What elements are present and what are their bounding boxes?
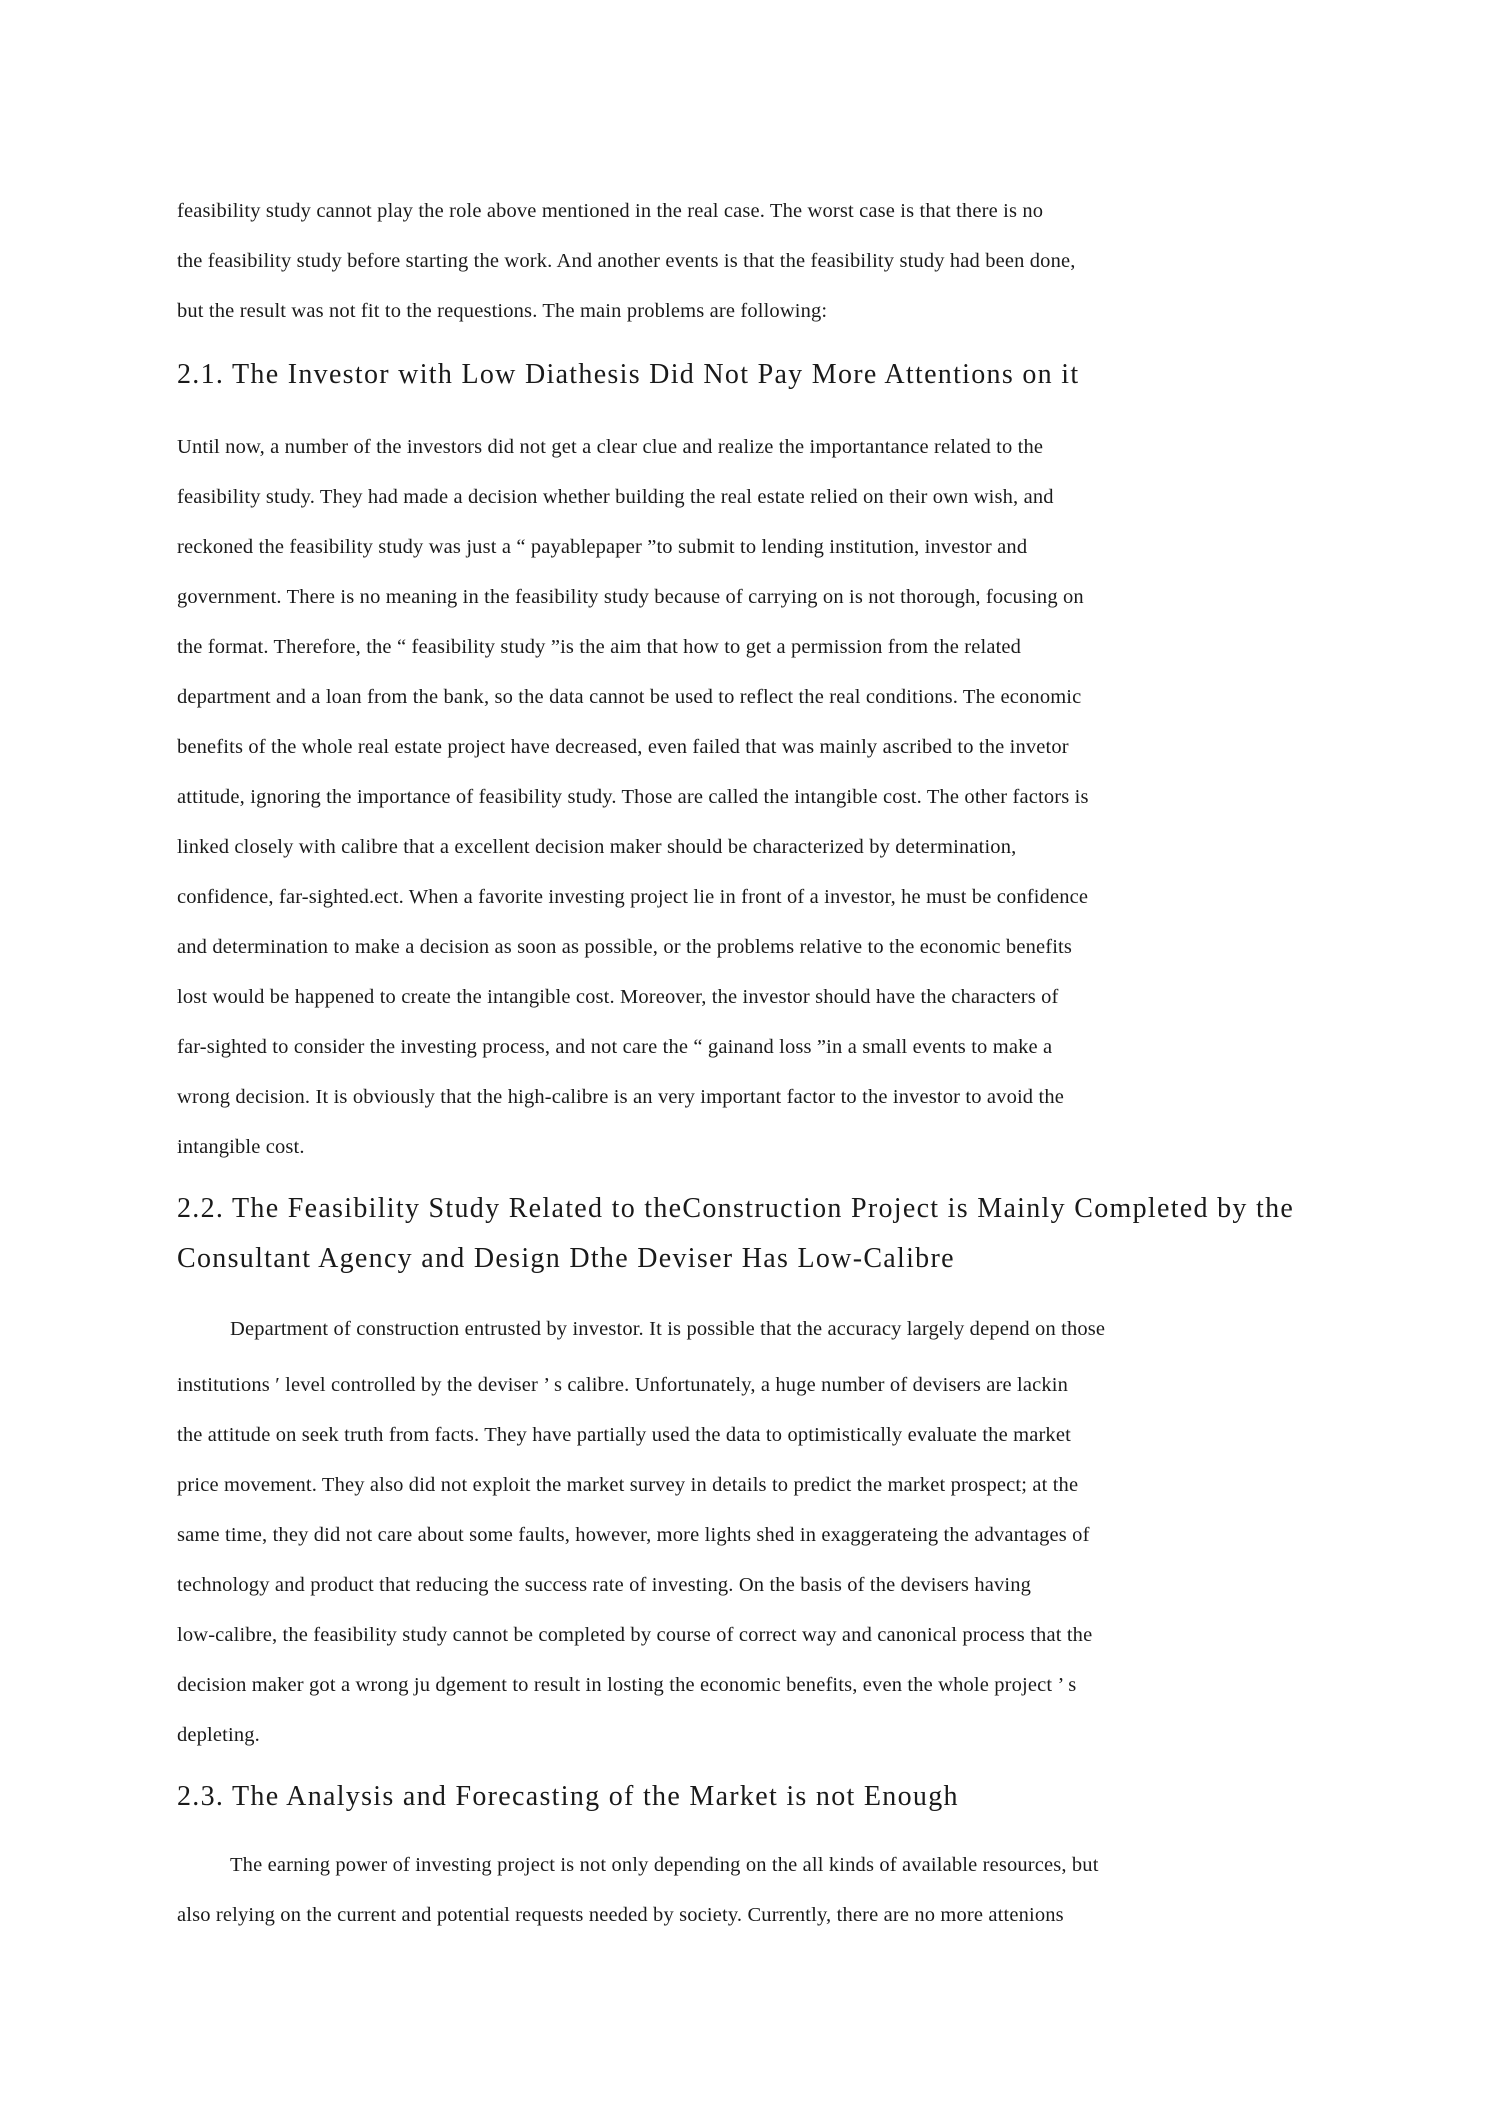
intro-line: the feasibility study before starting the work. And another events is that the feasibility study had been done,: [177, 250, 1076, 272]
intro-line: feasibility study cannot play the role above mentioned in the real case. The worst case is that there is no: [177, 200, 1044, 222]
section-heading-2-2: 2.2. The Feasibility Study Related to theConstruction Project is Mainly Completed by the: [177, 1193, 1295, 1224]
section-2-2-line: the attitude on seek truth from facts. They have partially used the data to optimistically evaluate the market: [177, 1424, 1071, 1446]
section-2-2-line: same time, they did not care about some faults, however, more lights shed in exaggerateing the advantages of: [177, 1524, 1090, 1546]
section-2-1-line: benefits of the whole real estate project have decreased, even failed that was mainly ascribed to the invetor: [177, 736, 1069, 758]
section-2-1-line: the format. Therefore, the “ feasibility study ”is the aim that how to get a permission from the related: [177, 636, 1022, 658]
section-2-3-line: The earning power of investing project is not only depending on the all kinds of available resources, but: [230, 1854, 1099, 1876]
section-2-1-line: Until now, a number of the investors did not get a clear clue and realize the importantance related to the: [177, 436, 1044, 458]
section-2-1-line: feasibility study. They had made a decision whether building the real estate relied on their own wish, and: [177, 486, 1054, 508]
section-2-3-line: also relying on the current and potential requests needed by society. Currently, there are no more attenions: [177, 1904, 1064, 1926]
section-2-2-line: decision maker got a wrong ju dgement to result in losting the economic benefits, even the whole project ’ s: [177, 1674, 1077, 1696]
section-2-1-line: department and a loan from the bank, so the data cannot be used to reflect the real conditions. The economic: [177, 686, 1082, 708]
section-2-2-line: price movement. They also did not exploit the market survey in details to predict the market prospect; at the: [177, 1474, 1079, 1496]
section-heading-2-3: 2.3. The Analysis and Forecasting of the Market is not Enough: [177, 1781, 959, 1812]
section-2-1-line: wrong decision. It is obviously that the high-calibre is an very important factor to the investor to avoid the: [177, 1086, 1064, 1108]
section-2-2-line: technology and product that reducing the success rate of investing. On the basis of the devisers having: [177, 1574, 1032, 1596]
section-2-1-line: attitude, ignoring the importance of feasibility study. Those are called the intangible cost. The other factors is: [177, 786, 1089, 808]
section-2-1-line: confidence, far-sighted.ect. When a favorite investing project lie in front of a investor, he must be confidence: [177, 886, 1089, 908]
section-2-1-line: lost would be happened to create the intangible cost. Moreover, the investor should have the characters of: [177, 986, 1059, 1008]
section-2-1-line: government. There is no meaning in the feasibility study because of carrying on is not thorough, focusing on: [177, 586, 1084, 608]
section-2-1-line: and determination to make a decision as soon as possible, or the problems relative to the economic benefits: [177, 936, 1073, 958]
section-2-1-line: reckoned the feasibility study was just a “ payablepaper ”to submit to lending institution, investor and: [177, 536, 1028, 558]
section-2-1-line: intangible cost.: [177, 1136, 305, 1158]
intro-line: but the result was not fit to the requestions. The main problems are following:: [177, 300, 828, 322]
section-heading-2-2: Consultant Agency and Design Dthe Deviser Has Low-Calibre: [177, 1243, 955, 1274]
section-2-2-line: depleting.: [177, 1724, 260, 1746]
section-2-1-line: linked closely with calibre that a excellent decision maker should be characterized by determination,: [177, 836, 1017, 858]
section-2-2-line: Department of construction entrusted by investor. It is possible that the accuracy largely depend on those: [230, 1318, 1106, 1340]
section-heading-2-1: 2.1. The Investor with Low Diathesis Did Not Pay More Attentions on it: [177, 359, 1080, 390]
section-2-1-line: far-sighted to consider the investing process, and not care the “ gainand loss ”in a small events to make a: [177, 1036, 1053, 1058]
section-2-2-line: institutions ′ level controlled by the deviser ’ s calibre. Unfortunately, a huge number of devisers are lackin: [177, 1374, 1068, 1396]
section-2-2-line: low-calibre, the feasibility study cannot be completed by course of correct way and canonical process that the: [177, 1624, 1093, 1646]
